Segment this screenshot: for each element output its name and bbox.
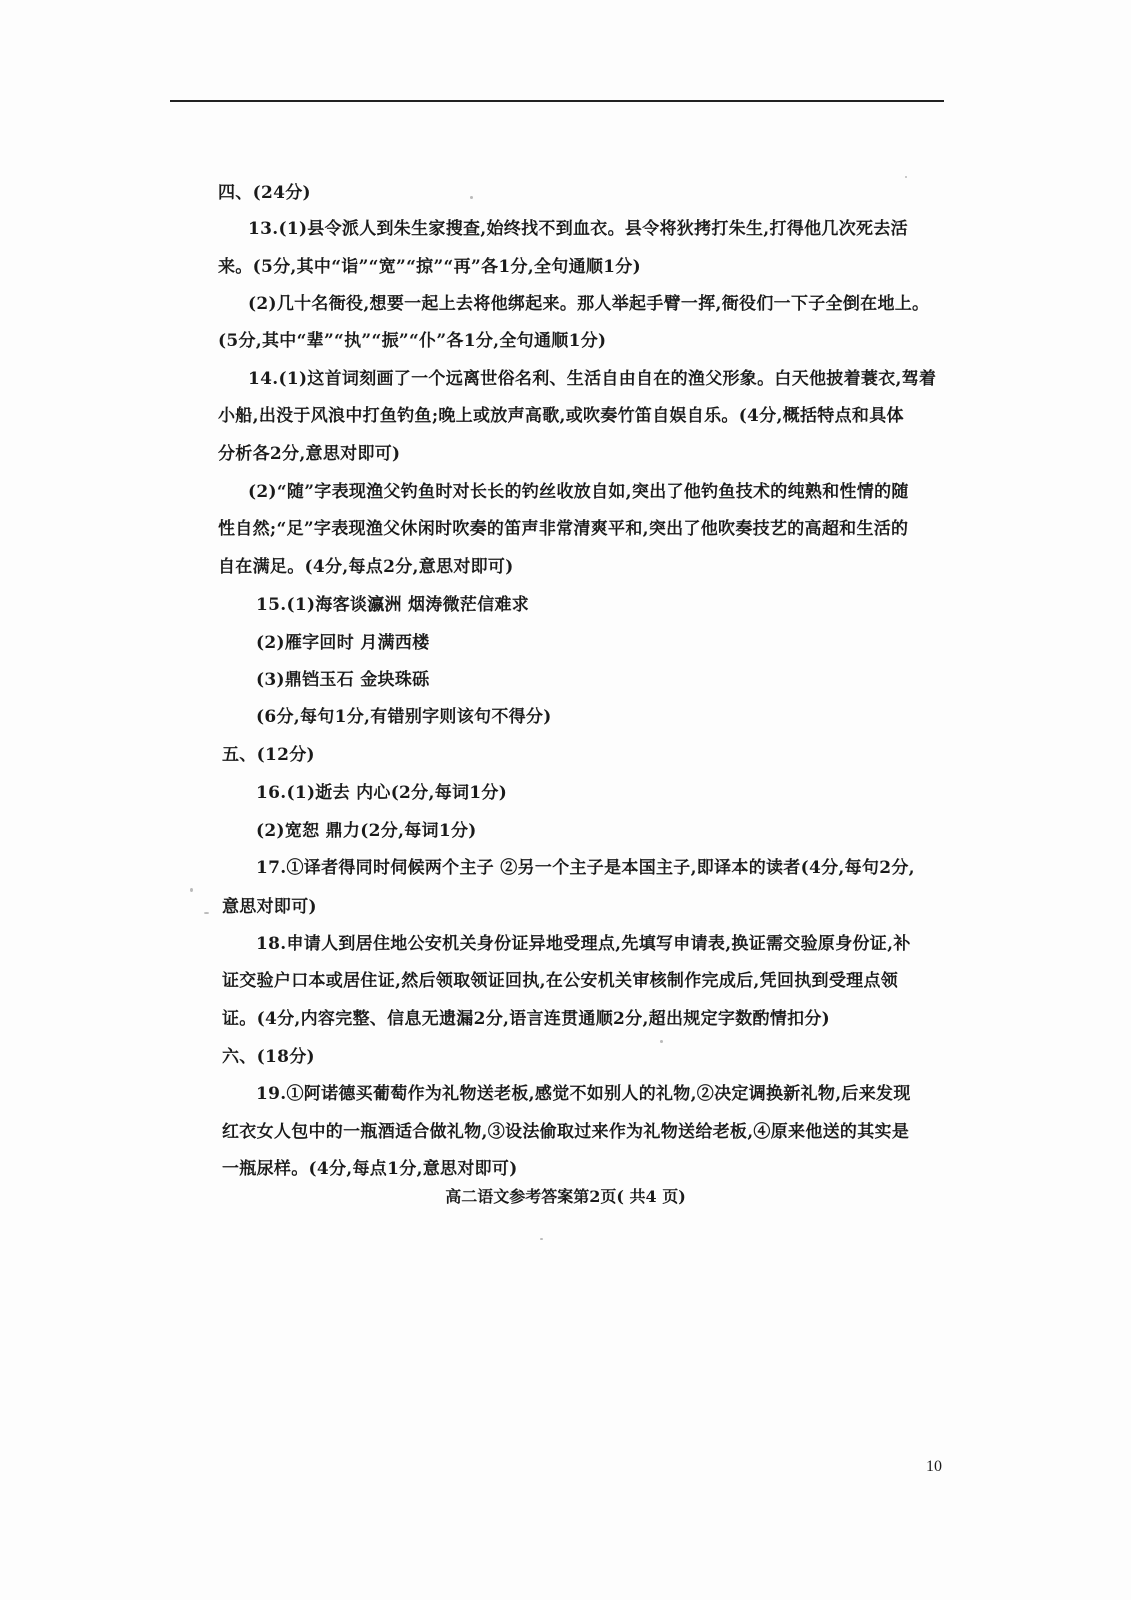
q14-part1-line2: 小船,出没于风浪中打鱼钓鱼;晚上或放声高歌,或吹奏竹笛自娱自乐。(4分,概括特点和具体: [218, 406, 904, 426]
q14-part1-line3: 分析各2分,意思对即可): [218, 444, 401, 464]
section-6-heading: 六、(18分): [222, 1047, 315, 1067]
q18-line2: 证交验户口本或居住证,然后领取领证回执,在公安机关审核制作完成后,凭回执到受理点领: [222, 971, 899, 991]
q14-part1-line1: 14.(1)这首词刻画了一个远离世俗名利、生活自由自在的渔父形象。白天他披着蓑衣,驾着: [248, 369, 937, 389]
q14-part2-line1: (2)“随”字表现渔父钓鱼时对长长的钓丝收放自如,突出了他钓鱼技术的纯熟和性情的随: [248, 482, 909, 502]
q13-part2-line1: (2)几十名衙役,想要一起上去将他绑起来。那人举起手臂一挥,衙役们一下子全倒在地上。: [248, 294, 930, 314]
q16-item1: 16.(1)逝去 内心(2分,每词1分): [256, 783, 508, 803]
q18-line1: 18.申请人到居住地公安机关身份证异地受理点,先填写申请表,换证需交验原身份证,补: [256, 934, 911, 954]
q16-item2: (2)宽恕 鼎力(2分,每词1分): [256, 821, 477, 841]
section-5-heading: 五、(12分): [222, 745, 315, 765]
q17-line2: 意思对即可): [222, 897, 317, 917]
q13-part1-line1: 13.(1)县令派人到朱生家搜查,始终找不到血衣。县令将狄拷打朱生,打得他几次死去活: [248, 219, 908, 239]
q15-item1: 15.(1)海客谈瀛洲 烟涛微茫信难求: [256, 595, 530, 615]
scan-speck: [190, 888, 193, 892]
q18-line3: 证。(4分,内容完整、信息无遗漏2分,语言连贯通顺2分,超出规定字数酌情扣分): [222, 1009, 831, 1029]
q15-item2: (2)雁字回时 月满西楼: [256, 633, 430, 653]
q15-item3: (3)鼎铛玉石 金块珠砾: [256, 670, 430, 690]
q15-note: (6分,每句1分,有错别字则该句不得分): [256, 707, 552, 727]
section-4-heading: 四、(24分): [218, 183, 311, 203]
scan-speck: [660, 1040, 663, 1043]
q13-part1-line2: 来。(5分,其中“诣”“宽”“掠”“再”各1分,全句通顺1分): [218, 257, 641, 277]
page-number: 10: [926, 1458, 942, 1475]
scan-speck: [540, 1238, 543, 1240]
q14-part2-line3: 自在满足。(4分,每点2分,意思对即可): [218, 557, 514, 577]
q17-line1: 17.①译者得同时伺候两个主子 ②另一个主子是本国主子,即译本的读者(4分,每句2分,: [256, 858, 915, 878]
page-footer: 高二语文参考答案第2页( 共4 页): [445, 1187, 686, 1206]
scan-speck: [470, 196, 473, 199]
q19-line3: 一瓶尿样。(4分,每点1分,意思对即可): [222, 1159, 518, 1179]
q14-part2-line2: 性自然;“足”字表现渔父休闲时吹奏的笛声非常清爽平和,突出了他吹奏技艺的高超和生活的: [218, 519, 909, 539]
q19-line2: 红衣女人包中的一瓶酒适合做礼物,③设法偷取过来作为礼物送给老板,④原来他送的其实是: [222, 1122, 910, 1142]
header-rule: [170, 100, 944, 102]
q19-line1: 19.①阿诺德买葡萄作为礼物送老板,感觉不如别人的礼物,②决定调换新礼物,后来发现: [256, 1084, 911, 1104]
scan-speck: [905, 176, 907, 178]
q13-part2-line2: (5分,其中“辈”“执”“振”“仆”各1分,全句通顺1分): [218, 331, 607, 351]
scan-speck: [204, 912, 209, 914]
